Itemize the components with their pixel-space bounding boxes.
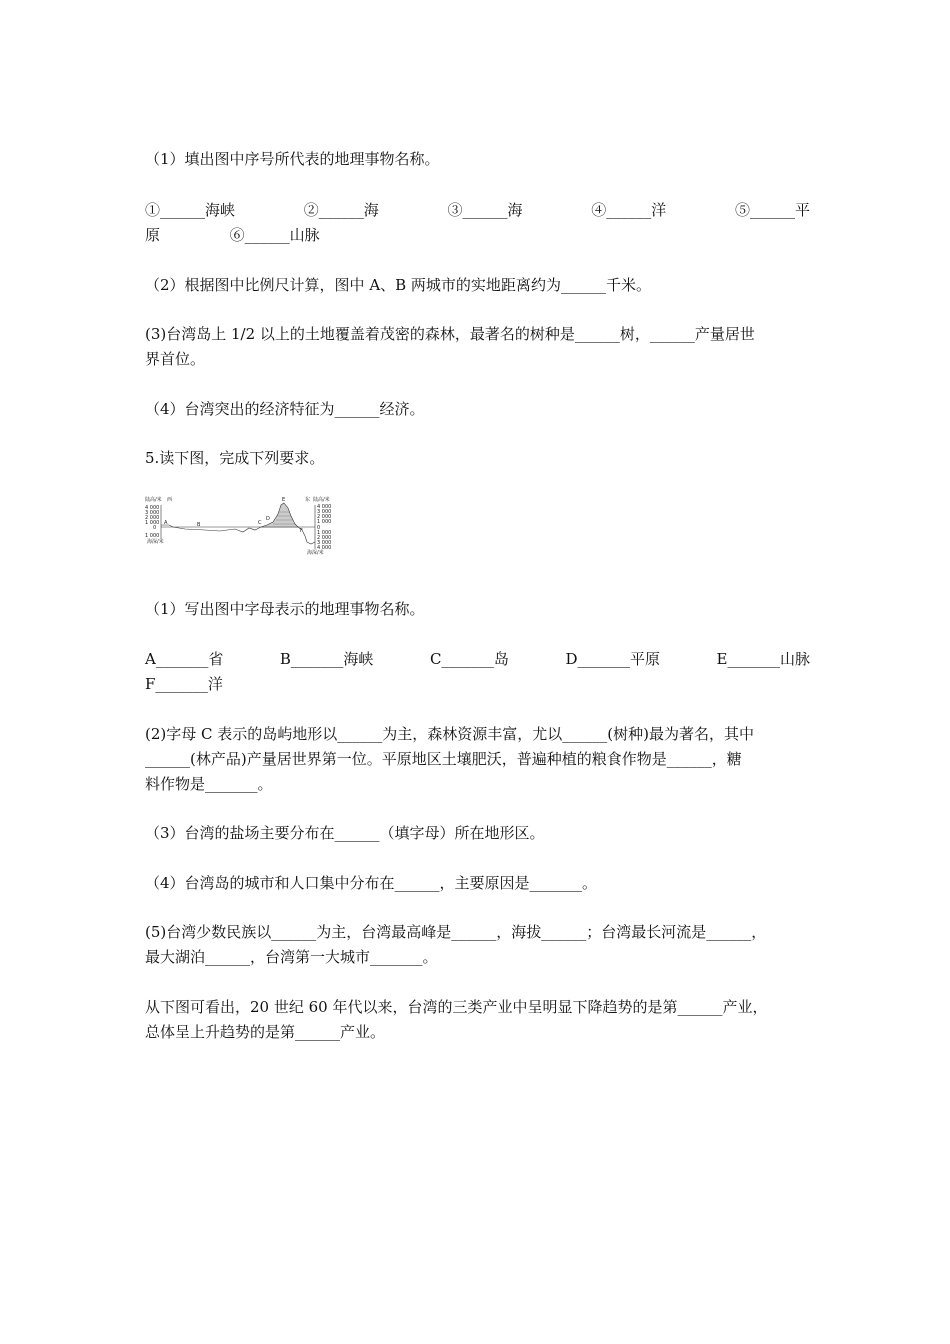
blank-plain-5: ⑤______平 (734, 201, 810, 219)
blank-sea-3: ③______海 (447, 201, 523, 219)
q5-part4: （4）台湾岛的城市和人口集中分布在______，主要原因是_______。 (145, 874, 598, 892)
blank-C-island: C_______岛 (429, 650, 509, 668)
left-tick: 1 000 (145, 533, 160, 539)
label-A: A (164, 520, 168, 526)
label-B: B (197, 522, 201, 528)
right-tick: 4 000 (317, 545, 332, 551)
blank-ocean-4: ④______洋 (591, 201, 667, 219)
q4-part1: （1）填出图中序号所代表的地理事物名称。 (145, 150, 440, 168)
left-tick: 2 000 (145, 515, 160, 521)
blank-plain-5-cont: 原 (145, 226, 161, 244)
q5-title: 5.读下图，完成下列要求。 (145, 449, 325, 467)
label-E: E (282, 497, 286, 503)
q4-blanks-line1 (145, 198, 810, 223)
right-tick: 2 000 (317, 514, 332, 520)
q4-blanks-line2 (145, 223, 810, 248)
blank-E-mountains: E_______山脉 (716, 650, 810, 668)
left-tick: 0 (153, 525, 157, 531)
taiwan-profile-figure (145, 494, 345, 556)
blank-B-strait: B_______海峡 (279, 650, 374, 668)
mountain-profile (261, 503, 298, 527)
right-tick: 4 000 (317, 504, 332, 510)
blank-D-plain: D_______平原 (565, 650, 660, 668)
right-tick: 0 (317, 525, 321, 531)
q5-blanks-line1 (145, 647, 810, 672)
q5-part3: （3）台湾的盐场主要分布在______（填字母）所在地形区。 (145, 824, 545, 842)
east-label: 东 (305, 497, 311, 503)
label-D: D (266, 516, 270, 522)
q4-part4: （4）台湾突出的经济特征为______经济。 (145, 400, 425, 418)
seafloor-profile (161, 525, 261, 532)
q5-part5-line2: 最大湖泊______，台湾第一大城市_______。 (145, 948, 438, 966)
q4-part3-line1: (3)台湾岛上 1/2 以上的土地覆盖着茂密的森林，最著名的树种是______树，______产量居世 (145, 325, 755, 343)
right-tick: 1 000 (317, 519, 332, 525)
right-bottom-label: 海深/米 (307, 550, 324, 556)
blank-mountains-6: ⑥______山脉 (229, 226, 320, 244)
right-tick: 2 000 (317, 535, 332, 541)
q5-part2-line1: (2)字母 C 表示的岛屿地形以______为主，森林资源丰富，尤以______(树种)最为著名，其中 (145, 725, 754, 743)
right-tick: 1 000 (317, 530, 332, 536)
right-tick: 3 000 (317, 540, 332, 546)
west-label: 西 (167, 497, 173, 503)
blank-sea-2: ②______海 (303, 201, 379, 219)
left-tick: 1 000 (145, 520, 160, 526)
left-tick: 4 000 (145, 505, 160, 511)
q4-part3-line2: 界首位。 (145, 350, 206, 368)
label-C: C (258, 520, 262, 526)
left-axis-title: 陆高/米 (145, 497, 162, 503)
right-axis-title: 陆高/米 (313, 497, 330, 503)
q4-part2: （2）根据图中比例尺计算，图中 A、B 两城市的实地距离约为______千米。 (145, 276, 651, 294)
q5-part5-line1: (5)台湾少数民族以______为主，台湾最高峰是______，海拔______；台湾最长河流是______， (145, 923, 767, 941)
blank-F-ocean: F_______洋 (145, 675, 223, 693)
label-F: F (300, 528, 303, 534)
blank-strait-1: ①______海峡 (145, 201, 236, 219)
q6-line2: 总体呈上升趋势的是第______产业。 (145, 1023, 386, 1041)
left-tick: 3 000 (145, 510, 160, 516)
right-tick: 3 000 (317, 509, 332, 515)
q5-part2-line2: ______(林产品)产量居世界第一位。平原地区土壤肥沃，普遍种植的粮食作物是______，糖 (145, 750, 742, 768)
q5-part1: （1）写出图中字母表示的地理事物名称。 (145, 600, 425, 618)
q5-part2-line3: 料作物是_______。 (145, 775, 273, 793)
left-bottom-label: 海深/米 (147, 539, 164, 545)
q6-line1: 从下图可看出，20 世纪 60 年代以来，台湾的三类产业中呈明显下降趋势的是第______产业， (145, 998, 768, 1016)
blank-A-province: A_______省 (145, 650, 224, 668)
